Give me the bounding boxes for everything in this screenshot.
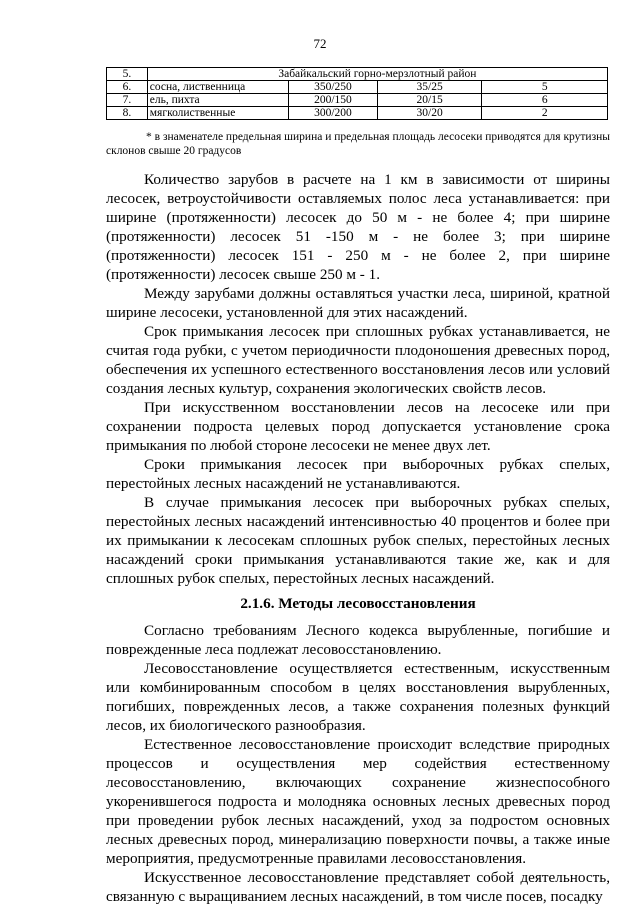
row-number: 7. xyxy=(107,94,148,107)
table-row xyxy=(107,94,608,107)
species-cell: сосна, лиственница xyxy=(147,81,288,94)
table-row xyxy=(107,107,608,120)
width-cell: 300/200 xyxy=(288,107,377,120)
species-cell: ель, пихта xyxy=(147,94,288,107)
paragraph: Между зарубами должны оставляться участки леса, шириной, кратной ширине лесосеки, установленной для этих насаждений. xyxy=(106,285,610,321)
footnote-text: * в знаменателе предельная ширина и предельная площадь лесосеки приводятся для крутизны склонов свыше 20 градусов xyxy=(106,131,610,157)
section-heading: 2.1.6. Методы лесовосстановления xyxy=(240,595,476,612)
table-row xyxy=(107,81,608,94)
value-cell: 5 xyxy=(482,81,608,94)
row-number: 8. xyxy=(107,107,148,120)
row-number: 6. xyxy=(107,81,148,94)
paragraph: Лесовосстановление осуществляется естественным, искусственным или комбинированным способом в целях восстановления вырубленных, погибших, поврежденных лесов, а также сохранения полезных функций лесов, их биологического разнообразия. xyxy=(106,660,610,734)
paragraph: Срок примыкания лесосек при сплошных рубках устанавливается, не считая года рубки, с учетом периодичности плодоношения древесных пород, обеспечения их успешного естественного восстановления лесов или условий создания лесных культур, сохранения экологических свойств лесов. xyxy=(106,323,610,397)
paragraph: Естественное лесовосстановление происходит вследствие природных процессов и осуществления мер содействия естественному лесовосстановлению, включающих сохранение жизнеспособного укоренившегося подроста и молодняка основных лесных древесных пород при проведении рубок лесных насаждений, уход за подростом основных лесных древесных пород, минерализацию поверхности почвы, а также иные мероприятия, предусмотренные правилами лесовосстановления. xyxy=(106,736,610,867)
width-cell: 350/250 xyxy=(288,81,377,94)
table-footnote xyxy=(106,130,610,158)
row-number: 5. xyxy=(107,68,148,81)
document-body xyxy=(106,170,610,906)
value-cell: 6 xyxy=(482,94,608,107)
paragraph: При искусственном восстановлении лесов на лесосеке или при сохранении подроста целевых пород допускается установление срока примыкания по любой стороне лесосеки не менее двух лет. xyxy=(106,399,610,454)
paragraph: В случае примыкания лесосек при выборочных рубках спелых, перестойных лесных насаждений интенсивностью 40 процентов и более при их примыкании к лесосекам сплошных рубок спелых, перестойных лесных насаждений сроки примыкания устанавливаются такие же, как и для сплошных рубок спелых, перестойных лесных насаждений. xyxy=(106,494,610,587)
forest-table xyxy=(106,67,608,120)
value-cell: 2 xyxy=(482,107,608,120)
page-number: 72 xyxy=(313,36,327,51)
paragraph: Количество зарубов в расчете на 1 км в зависимости от ширины лесосек, ветроустойчивости оставляемых полос леса устанавливается: при ширине (протяженности) лесосек до 50 м - не более 4; при ширине (протяженности) лесосек 51 -150 м - не более 3; при ширине (протяженности) лесосек 151 - 250 м - не более 2, при ширине (протяженности) лесосек свыше 250 м - 1. xyxy=(106,171,610,283)
species-cell: мягколиственные xyxy=(147,107,288,120)
width-cell: 200/150 xyxy=(288,94,377,107)
area-cell: 35/25 xyxy=(377,81,482,94)
region-heading: Забайкальский горно-мерзлотный район xyxy=(147,68,607,81)
paragraph: Сроки примыкания лесосек при выборочных рубках спелых, перестойных лесных насаждений не устанавливаются. xyxy=(106,456,610,492)
area-cell: 20/15 xyxy=(377,94,482,107)
paragraph: Искусственное лесовосстановление представляет собой деятельность, связанную с выращиванием лесных насаждений, в том числе посев, посадку xyxy=(106,869,610,905)
table-row xyxy=(107,68,608,81)
paragraph: Согласно требованиям Лесного кодекса вырубленные, погибшие и поврежденные леса подлежат лесовосстановлению. xyxy=(106,622,610,658)
area-cell: 30/20 xyxy=(377,107,482,120)
